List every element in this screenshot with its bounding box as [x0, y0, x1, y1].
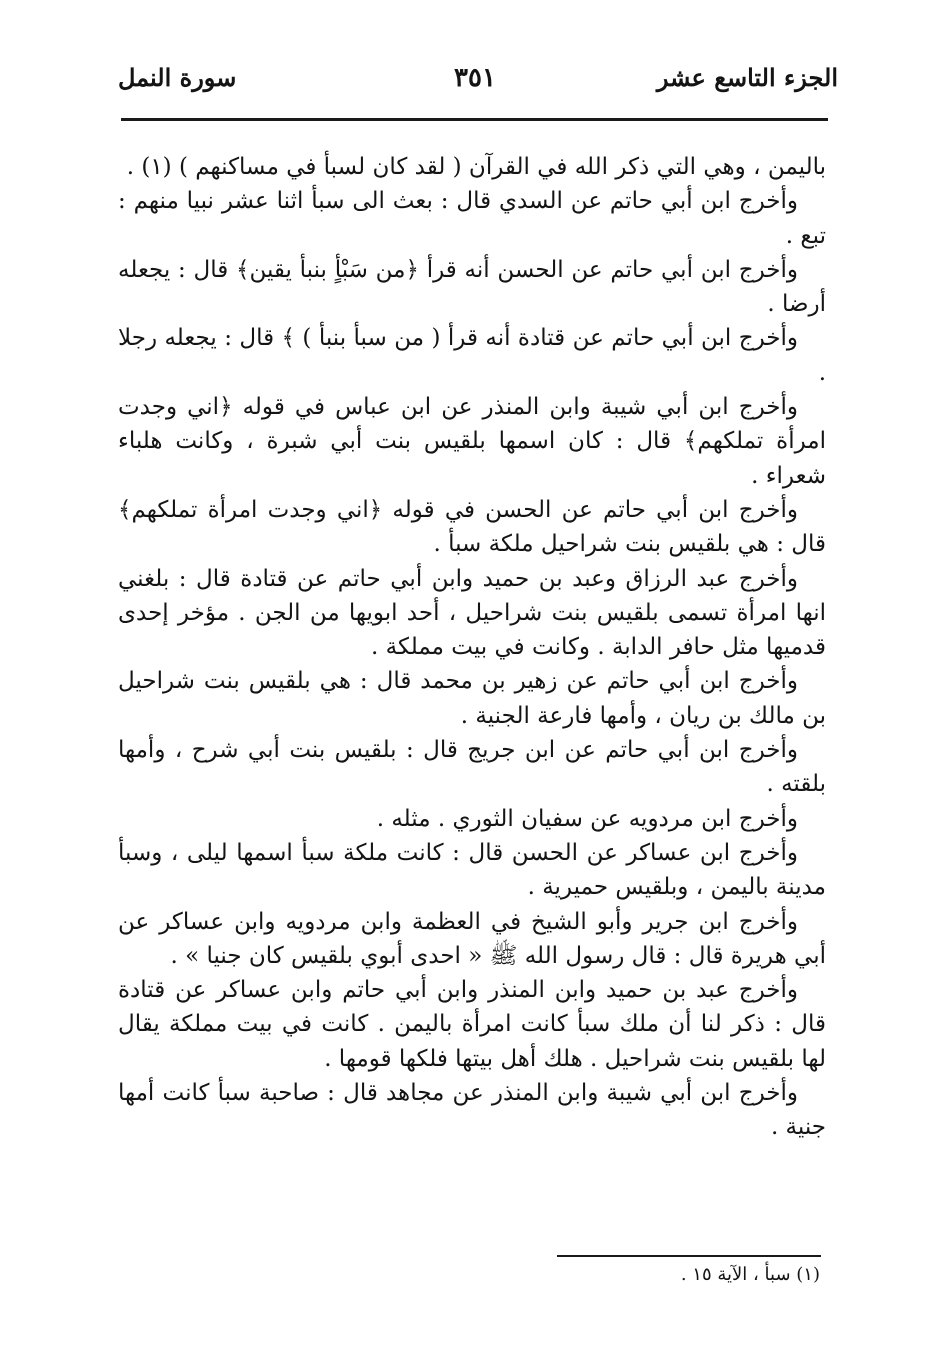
paragraph-8: وأخرج ابن أبي حاتم عن زهير بن محمد قال : هي بلقيس بنت شراحيل بن مالك بن ريان ، وأمها فارعة الجنية . [118, 668, 826, 729]
footnote-rule [557, 1255, 821, 1257]
paragraph-4: وأخرج ابن أبي حاتم عن قتادة أنه قرأ ( من سبأ بنبأ ) ﴾ قال : يجعله رجلا . [118, 325, 826, 386]
paragraph-6: وأخرج ابن أبي حاتم عن الحسن في قوله ﴿اني وجدت امرأة تملكهم﴾ قال : هي بلقيس بنت شراحيل ملكة سبأ . [118, 496, 826, 558]
paragraph-12: وأخرج ابن جرير وأبو الشيخ في العظمة وابن مردويه وابن عساكر عن أبي هريرة قال : قال رسول الله ﷺ « احدى أبوي بلقيس كان جنيا » . [118, 908, 826, 969]
paragraph-3: وأخرج ابن أبي حاتم عن الحسن أنه قرأ ﴿من سَبْأٍ بنبأ يقين﴾ قال : يجعله أرضا . [118, 256, 826, 318]
page-number: ٣٥١ [454, 63, 496, 93]
paragraph-14: وأخرج ابن أبي شيبة وابن المنذر عن مجاهد قال : صاحبة سبأ كانت أمها جنية . [118, 1080, 826, 1141]
paragraph-11: وأخرج ابن عساكر عن الحسن قال : كانت ملكة سبأ اسمها ليلى ، وسبأ مدينة باليمن ، وبلقيس حميرية . [118, 839, 826, 901]
paragraph-10: وأخرج ابن مردويه عن سفيان الثوري . مثله . [376, 805, 798, 832]
paragraph-13: وأخرج عبد بن حميد وابن المنذر وابن أبي حاتم وابن عساكر عن قتادة قال : ذكر لنا أن ملك سبأ كانت امرأة باليمن . كانت في بيت مملكة يقال لها بلقيس بنت شراحيل . هلك أهل بيتها فلكها قومها . [118, 977, 826, 1072]
footnote: (١) سبأ ، الآية ١٥ . [680, 1264, 820, 1285]
header-rule [121, 118, 828, 121]
part-title: الجزء التاسع عشر [656, 63, 838, 92]
body-text [118, 150, 826, 1145]
paragraph-2: وأخرج ابن أبي حاتم عن السدي قال : بعث الى سبأ اثنا عشر نبيا منهم : تبع . [118, 188, 826, 249]
paragraph-5: وأخرج ابن أبي شيبة وابن المنذر عن ابن عباس في قوله ﴿اني وجدت امرأة تملكهم﴾ قال : كان اسمها بلقيس بنت أبي شبرة ، وكانت هلباء شعراء . [118, 394, 826, 489]
surah-title: سورة النمل [118, 63, 237, 92]
paragraph-7: وأخرج عبد الرزاق وعبد بن حميد وابن أبي حاتم عن قتادة قال : بلغني انها امرأة تسمى بلقيس بنت شراحيل ، أحد ابويها من الجن . مؤخر إحدى قدميها مثل حافر الدابة . وكانت في بيت مملكة . [118, 565, 826, 661]
paragraph-1: باليمن ، وهي التي ذكر الله في القرآن ( لقد كان لسبأ في مساكنهم ) (١) . [126, 154, 826, 180]
paragraph-9: وأخرج ابن أبي حاتم عن ابن جريج قال : بلقيس بنت أبي شرح ، وأمها بلقته . [118, 737, 826, 798]
